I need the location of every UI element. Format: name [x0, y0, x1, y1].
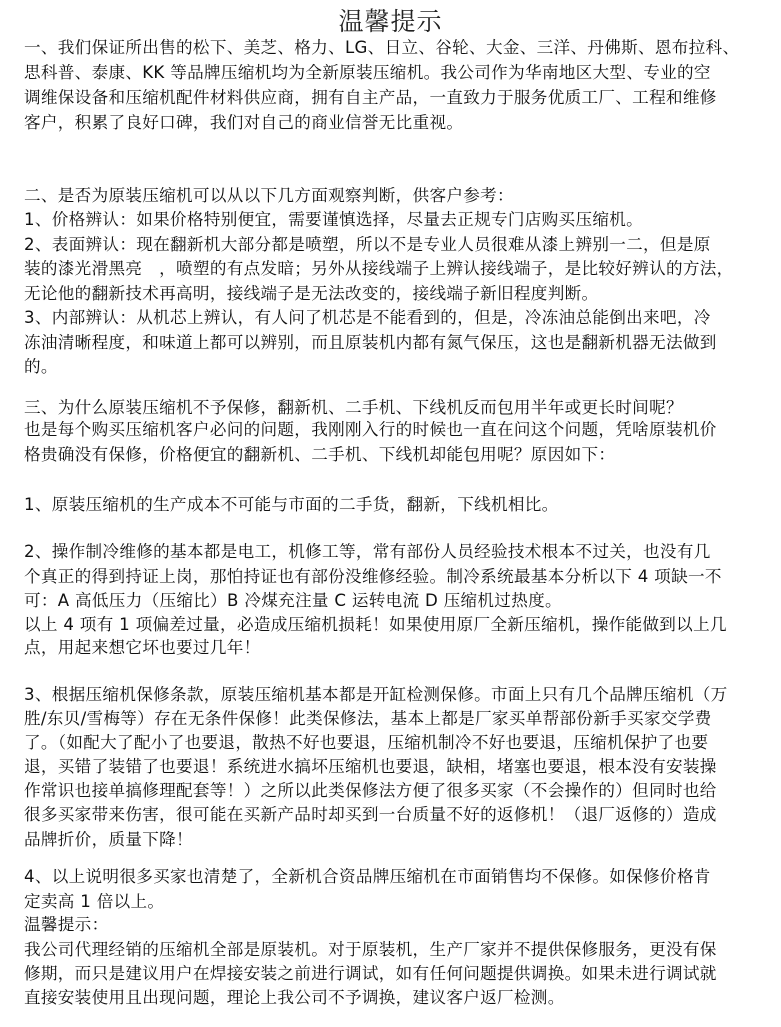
text-line: 格贵确没有保修，价格便宜的翻新机、二手机、下线机却能包用呢？原因如下：: [24, 445, 616, 464]
text-line: 以上 4 项有 1 项偏差过量，必造成压缩机损耗！如果使用原厂全新压缩机，操作能做到以上几: [24, 615, 727, 634]
text-line: 3、内部辨认：从机芯上辨认，有人问了机芯是不能看到的，但是，冷冻油总能倒出来吧，冷: [24, 308, 711, 327]
text-line: 三、为什么原装压缩机不予保修，翻新机、二手机、下线机反而包用半年或更长时间呢？: [24, 398, 683, 417]
text-line: 无论他的翻新技术再高明，接线端子是无法改变的，接线端子新旧程度判断。: [24, 284, 599, 303]
text-line: 3、根据压缩机保修条款，原装压缩机基本都是开缸检测保修。市面上只有几个品牌压缩机（万: [24, 685, 728, 704]
text-line: 直接安装使用且出现问题，理论上我公司不予调换，建议客户返厂检测。: [24, 988, 565, 1007]
text-line: 思科普、泰康、KK 等品牌压缩机均为全新原装压缩机。我公司作为华南地区大型、专业的空: [24, 63, 711, 82]
text-line: 1、价格辨认：如果价格特别便宜，需要谨慎选择，尽量去正规专门店购买压缩机。: [24, 210, 644, 229]
text-line: 1、原装压缩机的生产成本不可能与市面的二手货，翻新，下线机相比。: [24, 495, 559, 514]
text-line: 二、是否为原装压缩机可以从以下几方面观察判断，供客户参考：: [24, 186, 514, 205]
text-line: 的。: [24, 357, 58, 376]
text-line: 调维保设备和压缩机配件材料供应商，拥有自主产品，一直致力于服务优质工厂、工程和维修: [24, 88, 717, 107]
text-line: 品牌折价，质量下降！: [24, 830, 193, 849]
text-line: 我公司代理经销的压缩机全部是原装机。对于原装机，生产厂家并不提供保修服务，更没有保: [24, 940, 717, 959]
text-line: 冻油清晰程度，和味道上都可以辨别，而且原装机内都有氮气保压，这也是翻新机器无法做到: [24, 333, 717, 352]
text-line: 2、表面辨认：现在翻新机大部分都是喷塑，所以不是专业人员很难从漆上辨别一二，但是原: [24, 235, 711, 254]
text-line: 退，买错了装错了也要退！系统进水搞坏压缩机也要退，缺相，堵塞也要退，根本没有安装操: [24, 757, 717, 776]
text-line: 很多买家带来伤害，很可能在买新产品时却买到一台质量不好的返修机！（退厂返修的）造成: [24, 805, 717, 824]
text-line: 一、我们保证所出售的松下、美芝、格力、LG、日立、谷轮、大金、三洋、丹佛斯、恩布拉科、: [24, 38, 740, 57]
text-line: 4、以上说明很多买家也清楚了，全新机合资品牌压缩机在市面销售均不保修。如保修价格肯: [24, 867, 711, 886]
text-line: 点，用起来想它坏也要过几年！: [24, 638, 261, 657]
text-line: 2、操作制冷维修的基本都是电工，机修工等，常有部份人员经验技术根本不过关，也没有几: [24, 542, 711, 561]
text-line: 也是每个购买压缩机客户必问的问题，我刚刚入行的时候也一直在问这个问题，凭啥原装机价: [24, 420, 717, 439]
text-line: 定卖高 1 倍以上。: [24, 892, 165, 911]
text-line: 温馨提示：: [24, 915, 109, 934]
text-line: 可：A 高低压力（压缩比）B 冷煤充注量 C 运转电流 D 压缩机过热度。: [24, 591, 562, 610]
text-line: 了。（如配大了配小了也要退，散热不好也要退，压缩机制冷不好也要退，压缩机保护了也要: [24, 733, 709, 752]
text-line: 装的漆光滑黑亮 ，喷塑的有点发暗；另外从接线端子上辨认接线端子，是比较好辨认的方法，: [24, 259, 734, 278]
text-line: 胜/东贝/雪梅等）存在无条件保修！此类保修法，基本上都是厂家买单帮部份新手买家交学费: [24, 709, 712, 728]
text-line: 客户，积累了良好口碑，我们对自己的商业信誉无比重视。: [24, 113, 464, 132]
text-line: 作常识也接单搞修理配套等！）之所以此类保修法方便了很多买家（不会操作的）但同时也给: [24, 781, 717, 800]
page-title: 温馨提示: [338, 7, 443, 36]
text-line: 个真正的得到持证上岗，那怕持证也有部份没维修经验。制冷系统最基本分析以下 4 项缺一不: [24, 567, 722, 586]
text-line: 修期，而只是建议用户在焊接安装之前进行调试，如有任何问题提供调换。如果未进行调试就: [24, 964, 717, 983]
